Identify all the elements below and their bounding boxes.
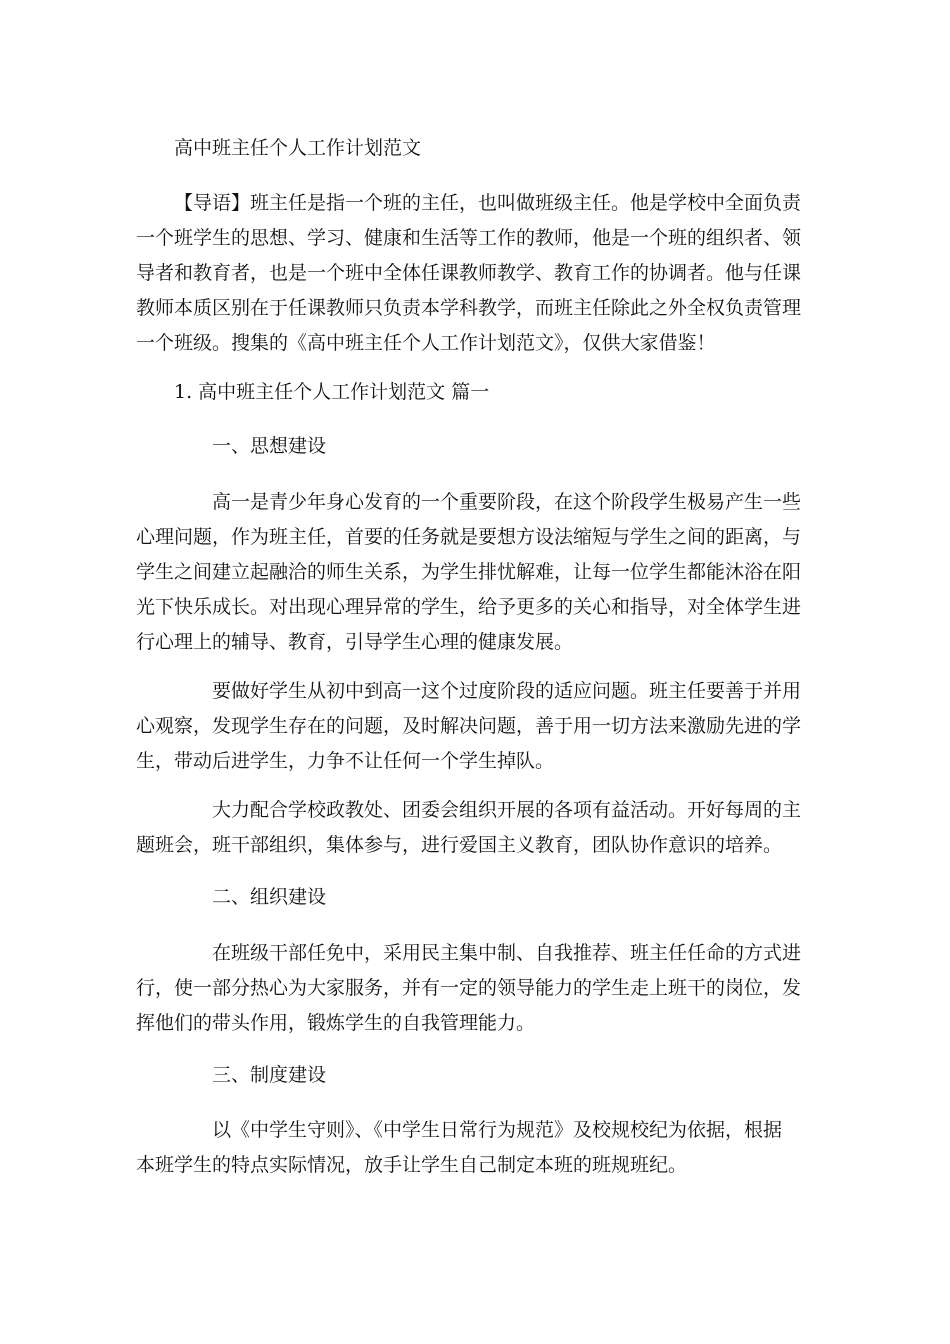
para5-line-2: 本班学生的特点实际情况，放手让学生自己制定本班的班规班纪。 [136, 1154, 688, 1176]
intro-line-1: 【导语】班主任是指一个班的主任，也叫做班级主任。他是学校中全面负责 [174, 192, 802, 214]
para2-line-2: 心观察，发现学生存在的问题，及时解决问题，善于用一切方法来激励先进的学 [136, 715, 802, 737]
para3-line-1: 大力配合学校政教处、团委会组织开展的各项有益活动。开好每周的主 [212, 799, 802, 821]
para2-line-1: 要做好学生从初中到高一这个过度阶段的适应问题。班主任要善于并用 [212, 680, 802, 702]
intro-line-2: 一个班学生的思想、学习、健康和生活等工作的教师，他是一个班的组织者、领 [136, 227, 802, 249]
para4-line-3: 挥他们的带头作用，锻炼学生的自我管理能力。 [136, 1012, 536, 1034]
para5-line-1: 以《中学生守则》、《中学生日常行为规范》及校规校纪为依据，根据 [212, 1119, 783, 1141]
para4-line-1: 在班级干部任免中，采用民主集中制、自我推荐、班主任任命的方式进 [212, 942, 802, 964]
para3-line-2: 题班会，班干部组织，集体参与，进行爱国主义教育，团队协作意识的培养。 [136, 834, 783, 856]
section-heading-3: 三、制度建设 [212, 1064, 327, 1086]
para1-line-5: 行心理上的辅导、教育，引导学生心理的健康发展。 [136, 631, 574, 653]
para1-line-1: 高一是青少年身心发育的一个重要阶段，在这个阶段学生极易产生一些 [212, 491, 802, 513]
section-heading-2: 二、组织建设 [212, 886, 327, 908]
intro-line-4: 教师本质区别在于任课教师只负责本学科教学，而班主任除此之外全权负责管理 [136, 297, 802, 319]
intro-line-5: 一个班级。搜集的《高中班主任个人工作计划范文》，仅供大家借鉴！ [136, 332, 716, 354]
para1-line-2: 心理问题，作为班主任，首要的任务就是要想方设法缩短与学生之间的距离，与 [136, 526, 802, 548]
para2-line-3: 生，带动后进学生，力争不让任何一个学生掉队。 [136, 750, 555, 772]
document-title: 高中班主任个人工作计划范文 [174, 137, 422, 159]
article-heading: 1. 高中班主任个人工作计划范文 篇一 [174, 381, 490, 403]
para4-line-2: 行，使一部分热心为大家服务，并有一定的领导能力的学生走上班干的岗位，发 [136, 977, 802, 999]
section-heading-1: 一、思想建设 [212, 435, 327, 457]
intro-line-3: 导者和教育者，也是一个班中全体任课教师教学、教育工作的协调者。他与任课 [136, 262, 802, 284]
para1-line-3: 学生之间建立起融洽的师生关系，为学生排忧解难，让每一位学生都能沐浴在阳 [136, 561, 802, 583]
para1-line-4: 光下快乐成长。对出现心理异常的学生，给予更多的关心和指导，对全体学生进 [136, 596, 802, 618]
